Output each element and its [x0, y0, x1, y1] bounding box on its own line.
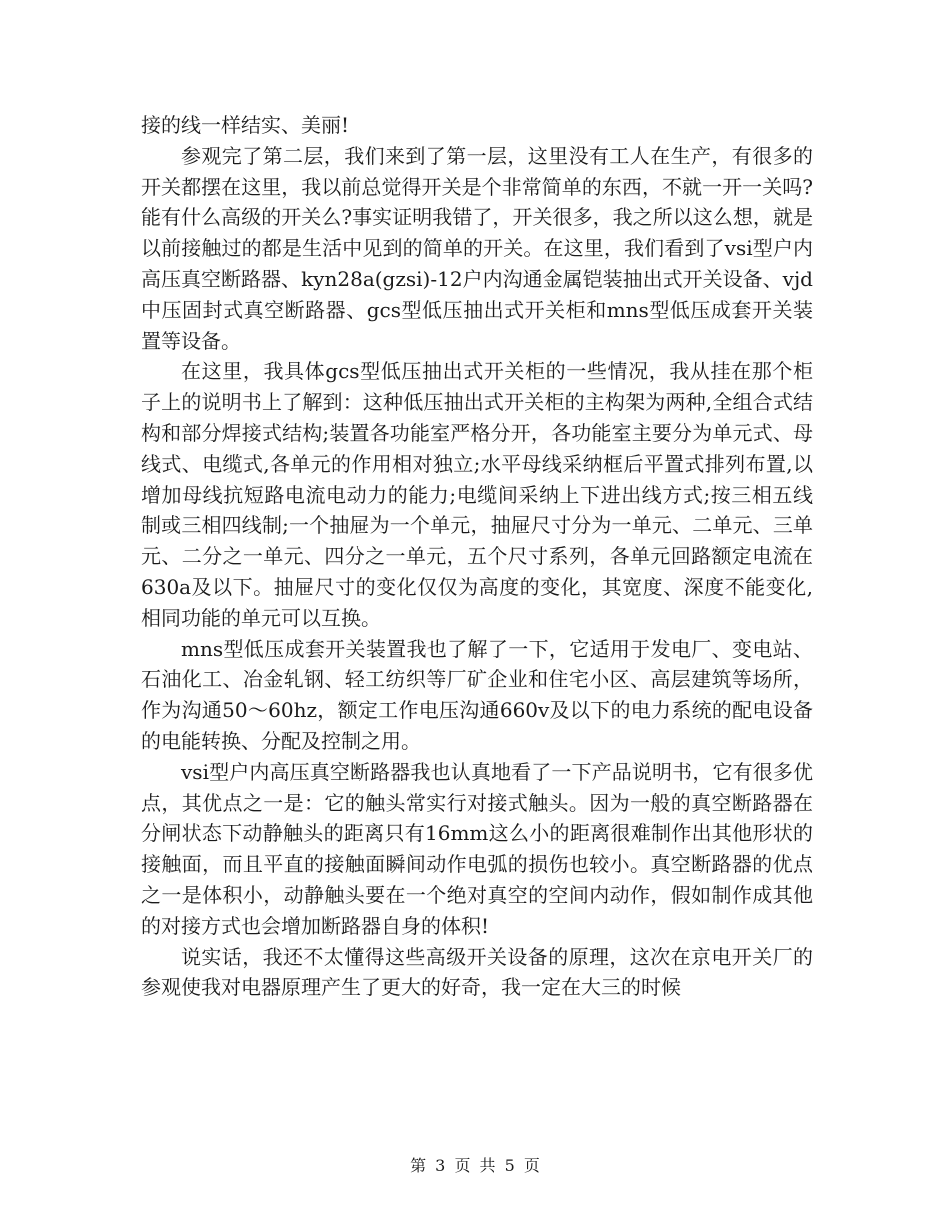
- paragraph-continuation: 接的线一样结实、美丽!: [141, 113, 350, 137]
- page-number-footer: 第 3 页 共 5 页: [410, 1156, 540, 1175]
- paragraph-mns-device: mns型低压成套开关装置我也了解了一下，它适用于发电厂、变电站、石油化工、冶金轧钢、轻工纺织等厂矿企业和住宅小区、高层建筑等场所，作为沟通50～60hz，额定工作电压沟通660v及以下的电力系统的配电设备的电能转换、分配及控制之用。: [141, 636, 813, 753]
- paragraph-gcs-cabinet: 在这里，我具体gcs型低压抽出式开关柜的一些情况，我从挂在那个柜子上的说明书上了解到：这种低压抽出式开关柜的主构架为两种,全组合式结构和部分焊接式结构;装置各功能室严格分开，各功能室主要分为单元式、母线式、电缆式,各单元的作用相对独立;水平母线采纳框后平置式排列布置,以增加母线抗短路电流电动力的能力;电缆间采纳上下进出线方式;按三相五线制或三相四线制;一个抽屉为一个单元，抽屉尺寸分为一单元、二单元、三单元、二分之一单元、四分之一单元，五个尺寸系列，各单元回路额定电流在630a及以下。抽屉尺寸的变化仅仅为高度的变化，其宽度、深度不能变化,相同功能的单元可以互换。: [141, 359, 813, 630]
- paragraph-vsi-breaker: vsi型户内高压真空断路器我也认真地看了一下产品说明书，它有很多优点，其优点之一是：它的触头常实行对接式触头。因为一般的真空断路器在分闸状态下动静触头的距离只有16mm这么小的距离很难制作出其他形状的接触面，而且平直的接触面瞬间动作电弧的损伤也较小。真空断路器的优点之一是体积小，动静触头要在一个绝对真空的空间内动作，假如制作成其他的对接方式也会增加断路器自身的体积!: [141, 759, 813, 938]
- document-body: [141, 110, 813, 1003]
- paragraph-second-floor-switches: 参观完了第二层，我们来到了第一层，这里没有工人在生产，有很多的开关都摆在这里，我以前总觉得开关是个非常简单的东西，不就一开一关吗?能有什么高级的开关么?事实证明我错了，开关很多，我之所以这么想，就是以前接触过的都是生活中见到的简单的开关。在这里，我们看到了vsi型户内高压真空断路器、kyn28a(gzsi)-12户内沟通金属铠装抽出式开关设备、vjd中压固封式真空断路器、gcs型低压抽出式开关柜和mns型低压成套开关装置等设备。: [141, 143, 813, 353]
- paragraph-conclusion: 说实话，我还不太懂得这些高级开关设备的原理，这次在京电开关厂的参观使我对电器原理产生了更大的好奇，我一定在大三的时候: [141, 944, 813, 1000]
